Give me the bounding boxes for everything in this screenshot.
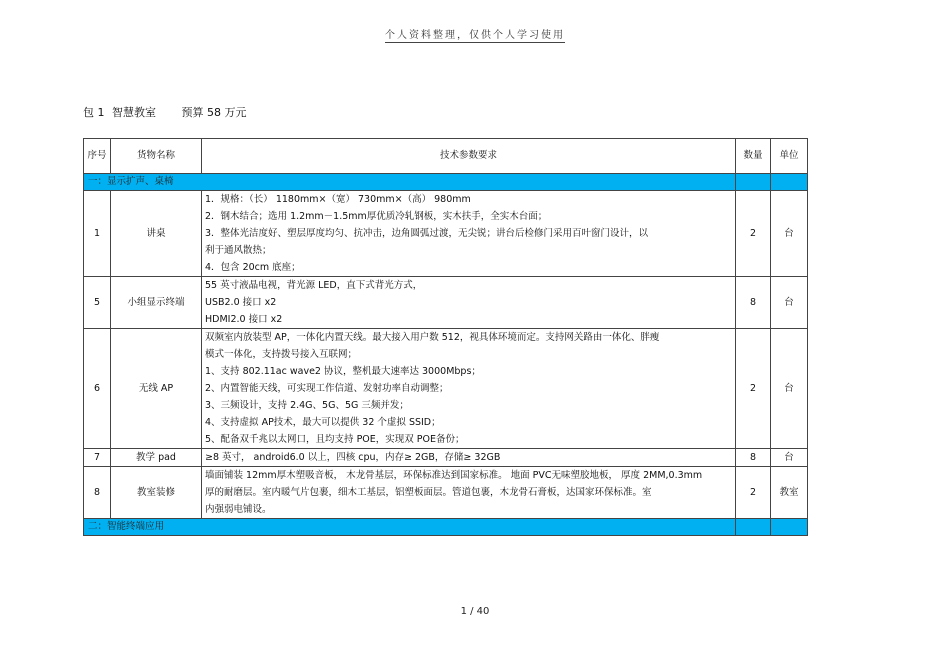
package-line — [83, 104, 251, 120]
tech-line: 4．包含 20cm 底座； — [205, 262, 301, 273]
cell-unit: 台 — [771, 449, 808, 467]
cell-seq: 6 — [84, 329, 111, 449]
header-tech: 技术参数要求 — [202, 139, 736, 174]
table-row — [84, 329, 808, 449]
cell-qty: 2 — [736, 329, 771, 449]
cell-name: 小组显示终端 — [111, 277, 202, 329]
table-row — [84, 449, 808, 467]
section-title: 一：显示扩声、桌椅 — [84, 174, 736, 191]
table-row — [84, 277, 808, 329]
tech-line: 利于通风散热； — [205, 245, 272, 256]
section-title: 二：智能终端应用 — [84, 519, 736, 536]
cell-tech — [202, 191, 736, 277]
spec-table — [83, 138, 808, 536]
header-unit: 单位 — [771, 139, 808, 174]
cell-seq: 8 — [84, 467, 111, 519]
header-seq: 序号 — [84, 139, 111, 174]
tech-line: 模式一体化，支持拨号接入互联网； — [205, 349, 358, 360]
cell-name: 教室装修 — [111, 467, 202, 519]
tech-line: 内强弱电铺设。 — [205, 504, 272, 515]
table-row — [84, 467, 808, 519]
package-label: 包 1 — [83, 106, 105, 119]
cell-seq: 1 — [84, 191, 111, 277]
cell-name: 教学 pad — [111, 449, 202, 467]
page-header — [0, 26, 950, 41]
section-row — [84, 519, 808, 536]
cell-qty: 8 — [736, 449, 771, 467]
section-unit-cell — [771, 519, 808, 536]
tech-line: 55 英寸液晶电视，背光源 LED，直下式背光方式， — [205, 280, 423, 291]
table-body — [84, 174, 808, 536]
table-header-row — [84, 139, 808, 174]
section-row — [84, 174, 808, 191]
tech-line: 4、支持虚拟 AP技术，最大可以提供 32 个虚拟 SSID； — [205, 417, 441, 428]
header-qty: 数量 — [736, 139, 771, 174]
tech-line: 3．整体光洁度好、塑层厚度均匀、抗冲击，边角圆弧过渡，无尖锐；讲台后检修门采用百叶窗门设计，以 — [205, 228, 649, 239]
package-budget: 预算 58 万元 — [181, 106, 247, 119]
tech-line: USB2.0 接口 x2 — [205, 297, 277, 308]
cell-qty: 2 — [736, 467, 771, 519]
cell-unit: 台 — [771, 277, 808, 329]
tech-line: HDMI2.0 接口 x2 — [205, 314, 283, 325]
package-name: 智慧教室 — [112, 106, 156, 119]
page-number: 1 / 40 — [460, 606, 490, 617]
section-qty-cell — [736, 174, 771, 191]
section-qty-cell — [736, 519, 771, 536]
header-name: 货物名称 — [111, 139, 202, 174]
cell-tech — [202, 277, 736, 329]
cell-unit: 台 — [771, 329, 808, 449]
cell-unit: 教室 — [771, 467, 808, 519]
cell-seq: 7 — [84, 449, 111, 467]
tech-line: 2、内置智能天线，可实现工作信道、发射功率自动调整； — [205, 383, 449, 394]
table-row — [84, 191, 808, 277]
tech-line: 1．规格：（长） 1180mm×（宽） 730mm×（高） 980mm — [205, 194, 471, 205]
tech-line: 墙面铺装 12mm厚木塑吸音板， 木龙骨基层，环保标准达到国家标准。 地面 PVC无味塑胶地板， 厚度 2MM,0.3mm — [205, 470, 703, 481]
cell-seq: 5 — [84, 277, 111, 329]
cell-unit: 台 — [771, 191, 808, 277]
tech-line: 厚的耐磨层。室内暖气片包裹，细木工基层，铝塑板面层。管道包裹，木龙骨石膏板，达国家环保标准。室 — [205, 487, 652, 498]
cell-tech — [202, 467, 736, 519]
cell-tech — [202, 329, 736, 449]
tech-line: 2．钢木结合；选用 1.2mm－1.5mm厚优质冷轧钢板，实木扶手，全实木台面； — [205, 211, 548, 222]
tech-line: 1、支持 802.11ac wave2 协议，整机最大速率达 3000Mbps； — [205, 366, 481, 377]
cell-tech — [202, 449, 736, 467]
tech-line: 3、三频设计，支持 2.4G、5G、5G 三频并发； — [205, 400, 409, 411]
header-text: 个人资料整理，仅供个人学习使用 — [385, 30, 565, 41]
cell-qty: 8 — [736, 277, 771, 329]
tech-line: 双频室内放装型 AP，一体化内置天线。最大接入用户数 512，视具体环境而定。支持网关路由一体化、胖瘦 — [205, 332, 660, 343]
cell-name: 讲桌 — [111, 191, 202, 277]
tech-line: ≥8 英寸， android6.0 以上，四核 cpu，内存≥ 2GB，存储≥ 32GB — [205, 452, 501, 463]
cell-qty: 2 — [736, 191, 771, 277]
tech-line: 5、配备双千兆以太网口，且均支持 POE，实现双 POE备份； — [205, 434, 465, 445]
cell-name: 无线 AP — [111, 329, 202, 449]
section-unit-cell — [771, 174, 808, 191]
